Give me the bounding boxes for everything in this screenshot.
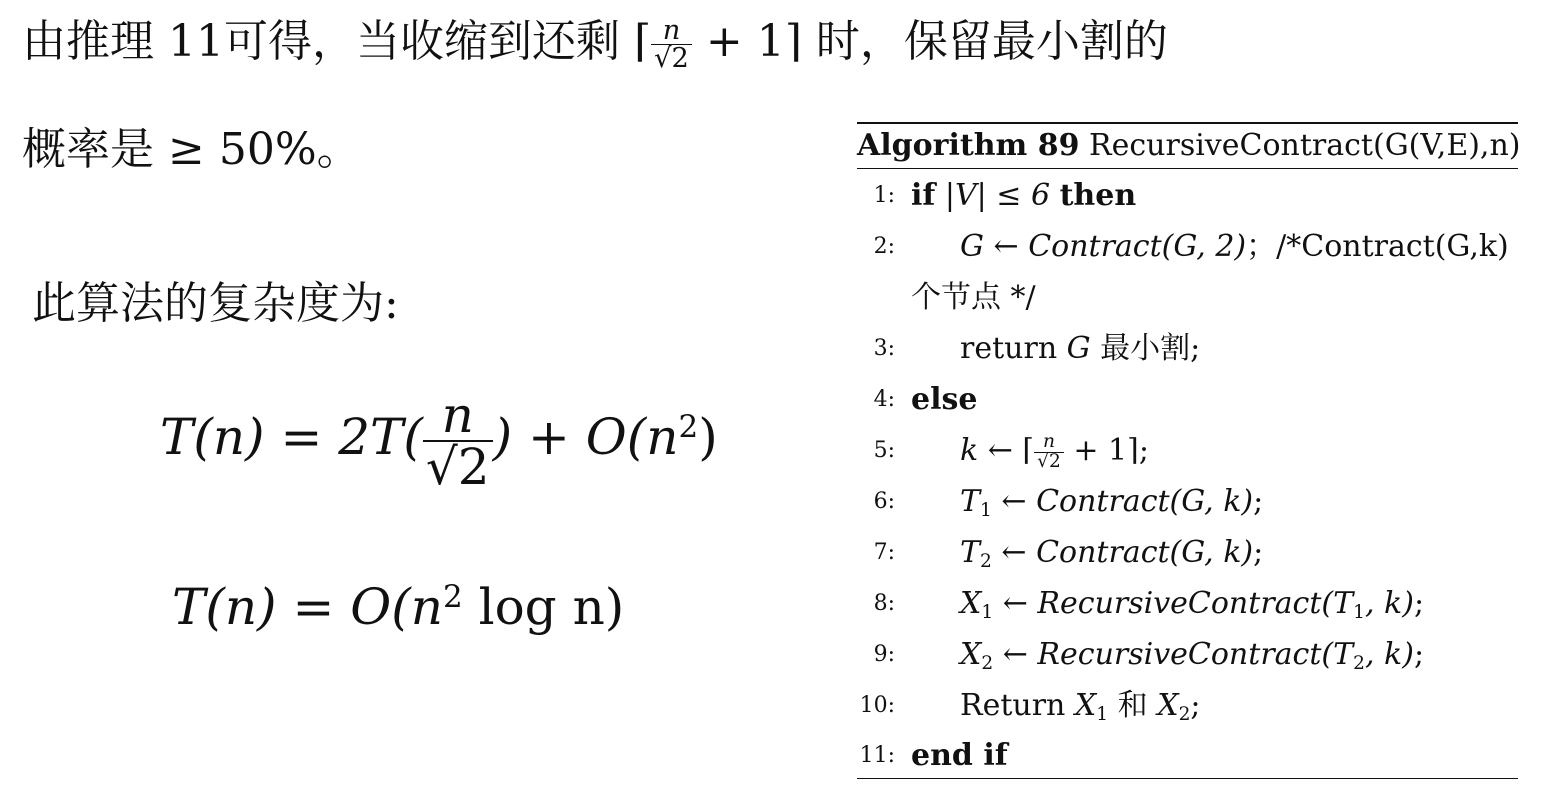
- ceil-close: ⌉: [784, 16, 802, 67]
- intro-text-tail: 时，保留最小割的: [815, 16, 1168, 67]
- algorithm-caption-rule: [857, 168, 1518, 169]
- n-over-sqrt2-fraction: $\frac{n}{√2}$: [651, 17, 692, 73]
- complexity-heading: 此算法的复杂度为:: [32, 278, 399, 329]
- algorithm-line-5: k ← ⌈ $\frac{n}{√2}$ + 1⌉;: [960, 430, 1149, 472]
- algorithm-line-11: end if: [911, 738, 1008, 773]
- algorithm-line-10: Return $X_1$ 和 $X_2$;: [960, 688, 1201, 726]
- algorithm-line-9: $X_2$ ← $RecursiveContract(T_2$, k);: [960, 637, 1425, 675]
- intro-paragraph-line2: 概率是 ≥ 50%。: [22, 124, 361, 175]
- algorithm-caption: [857, 124, 1521, 168]
- algorithm-line-7: $T_2$ ← Contract(G, k);: [960, 535, 1264, 573]
- line-number: 8:: [873, 591, 895, 616]
- algorithm-line-6: $T_1$ ← Contract(G, k);: [960, 484, 1264, 522]
- algorithm-name: RecursiveContract(G(V,E),n): [1089, 128, 1521, 163]
- line-number: 9:: [873, 642, 895, 667]
- algorithm-line-1: if |V| ≤ 6 then: [911, 178, 1137, 213]
- n-over-sqrt2-fraction: $\frac{n}{√2}$: [1034, 433, 1064, 471]
- line-number: 4:: [873, 387, 895, 412]
- line-number: 7:: [873, 540, 895, 565]
- intro-text: 由推理 11可得，当收缩到还剩: [22, 16, 620, 67]
- line-number: 6:: [873, 489, 895, 514]
- line-number: 1:: [873, 183, 895, 208]
- line-number: 10:: [859, 693, 895, 718]
- line-number: 3:: [873, 336, 895, 361]
- complexity-result-equation: $T(n) = O(n^2$ log n): [172, 578, 625, 636]
- algorithm-bottom-rule: [857, 778, 1518, 779]
- ceil-open: ⌈: [633, 16, 652, 67]
- algorithm-line-8: $X_1$ ← $RecursiveContract(T_1$, k);: [960, 586, 1425, 624]
- plus-one: + 1: [705, 16, 785, 67]
- line-number: 11:: [859, 743, 895, 768]
- line-number: 5:: [873, 438, 895, 463]
- algorithm-line-2-continuation: 个节点 */: [911, 280, 1036, 315]
- recurrence-equation: T(n) = 2T( $\frac{n}{√2}$ ) + $O(n^2)$: [160, 386, 718, 496]
- algorithm-line-3: return G 最小割;: [960, 331, 1201, 366]
- algorithm-line-2: G ← Contract(G, 2)；/*Contract(G,k): [960, 229, 1509, 264]
- algorithm-line-4: else: [911, 382, 978, 417]
- line-number: 2:: [873, 234, 895, 259]
- intro-paragraph-line1: [22, 10, 1168, 74]
- algorithm-label: Algorithm 89: [857, 128, 1080, 163]
- n-over-sqrt2-fraction: $\frac{n}{√2}$: [423, 390, 493, 492]
